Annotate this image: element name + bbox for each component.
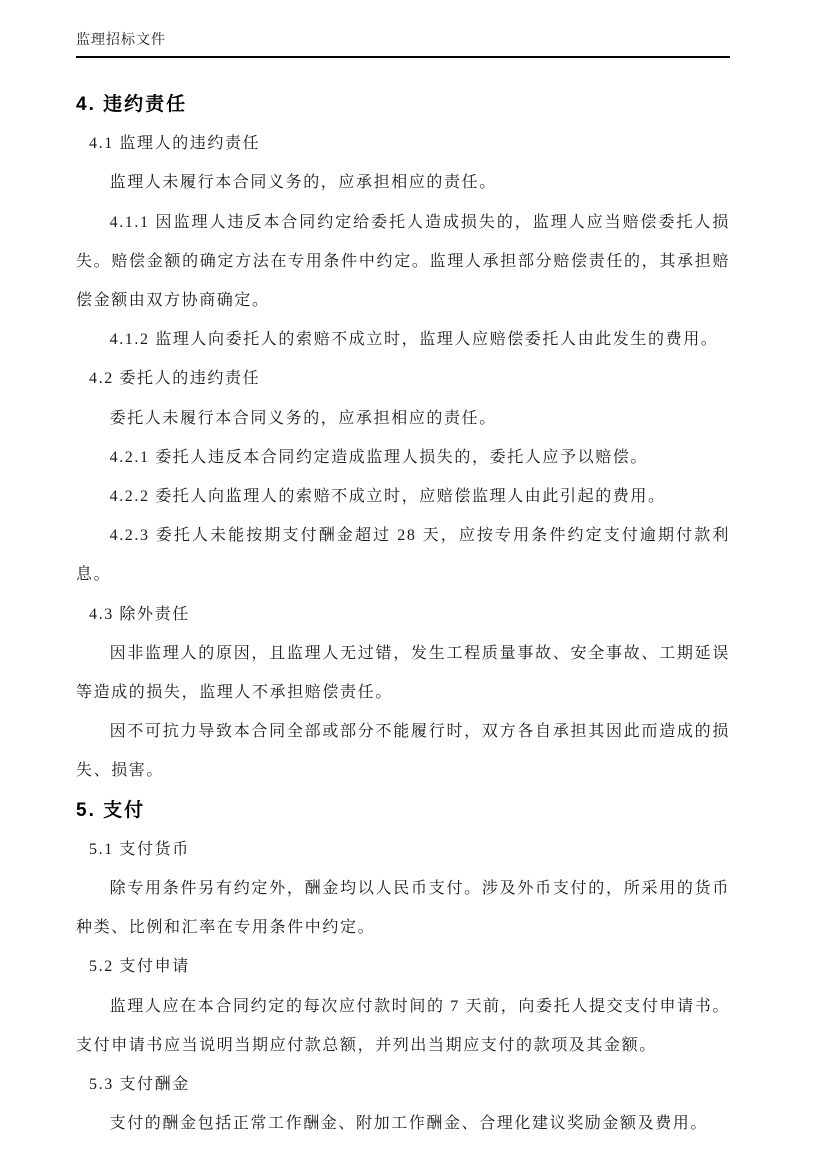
paragraph: 支付的酬金包括正常工作酬金、附加工作酬金、合理化建议奖励金额及费用。 — [109, 1115, 708, 1133]
section-heading: 5. 支付 — [76, 799, 146, 821]
paragraph: 除专用条件另有约定外，酬金均以人民币支付。涉及外币支付的，所采用的货币种类、比例和汇率在专用条件中约定。 — [76, 880, 730, 937]
document-content — [76, 85, 730, 1143]
page-header-title: 监理招标文件 — [76, 33, 166, 48]
page-header — [76, 33, 730, 58]
subsection-heading: 4.2 委托人的违约责任 — [89, 370, 261, 388]
paragraph: 委托人未履行本合同义务的，应承担相应的责任。 — [109, 409, 497, 427]
subsection-heading: 4.1 监理人的违约责任 — [89, 135, 261, 153]
subsection-heading: 4.3 除外责任 — [89, 605, 190, 623]
subsection-heading: 5.1 支付货币 — [89, 840, 190, 858]
paragraph: 4.1.1 因监理人违反本合同约定给委托人造成损失的，监理人应当赔偿委托人损失。赔偿金额的确定方法在专用条件中约定。监理人承担部分赔偿责任的，其承担赔偿金额由双方协商确定。 — [76, 213, 730, 310]
paragraph: 4.1.2 监理人向委托人的索赔不成立时，监理人应赔偿委托人由此发生的费用。 — [109, 331, 719, 349]
subsection-heading: 5.3 支付酬金 — [89, 1076, 190, 1094]
paragraph: 因非监理人的原因，且监理人无过错，发生工程质量事故、安全事故、工期延误等造成的损失，监理人不承担赔偿责任。 — [76, 644, 730, 702]
paragraph: 监理人应在本合同约定的每次应付款时间的 7 天前，向委托人提交支付申请书。支付申请书应当说明当期应付款总额，并列出当期应支付的款项及其金额。 — [76, 997, 730, 1054]
paragraph: 4.2.3 委托人未能按期支付酬金超过 28 天，应按专用条件约定支付逾期付款利息。 — [76, 527, 730, 584]
paragraph: 4.2.2 委托人向监理人的索赔不成立时，应赔偿监理人由此引起的费用。 — [109, 488, 666, 506]
subsection-heading: 5.2 支付申请 — [89, 958, 190, 976]
section-heading: 4. 违约责任 — [76, 94, 188, 115]
paragraph: 监理人未履行本合同义务的，应承担相应的责任。 — [109, 174, 497, 192]
paragraph: 4.2.1 委托人违反本合同约定造成监理人损失的，委托人应予以赔偿。 — [109, 448, 648, 466]
paragraph: 因不可抗力导致本合同全部或部分不能履行时，双方各自承担其因此而造成的损失、损害。 — [76, 723, 730, 780]
